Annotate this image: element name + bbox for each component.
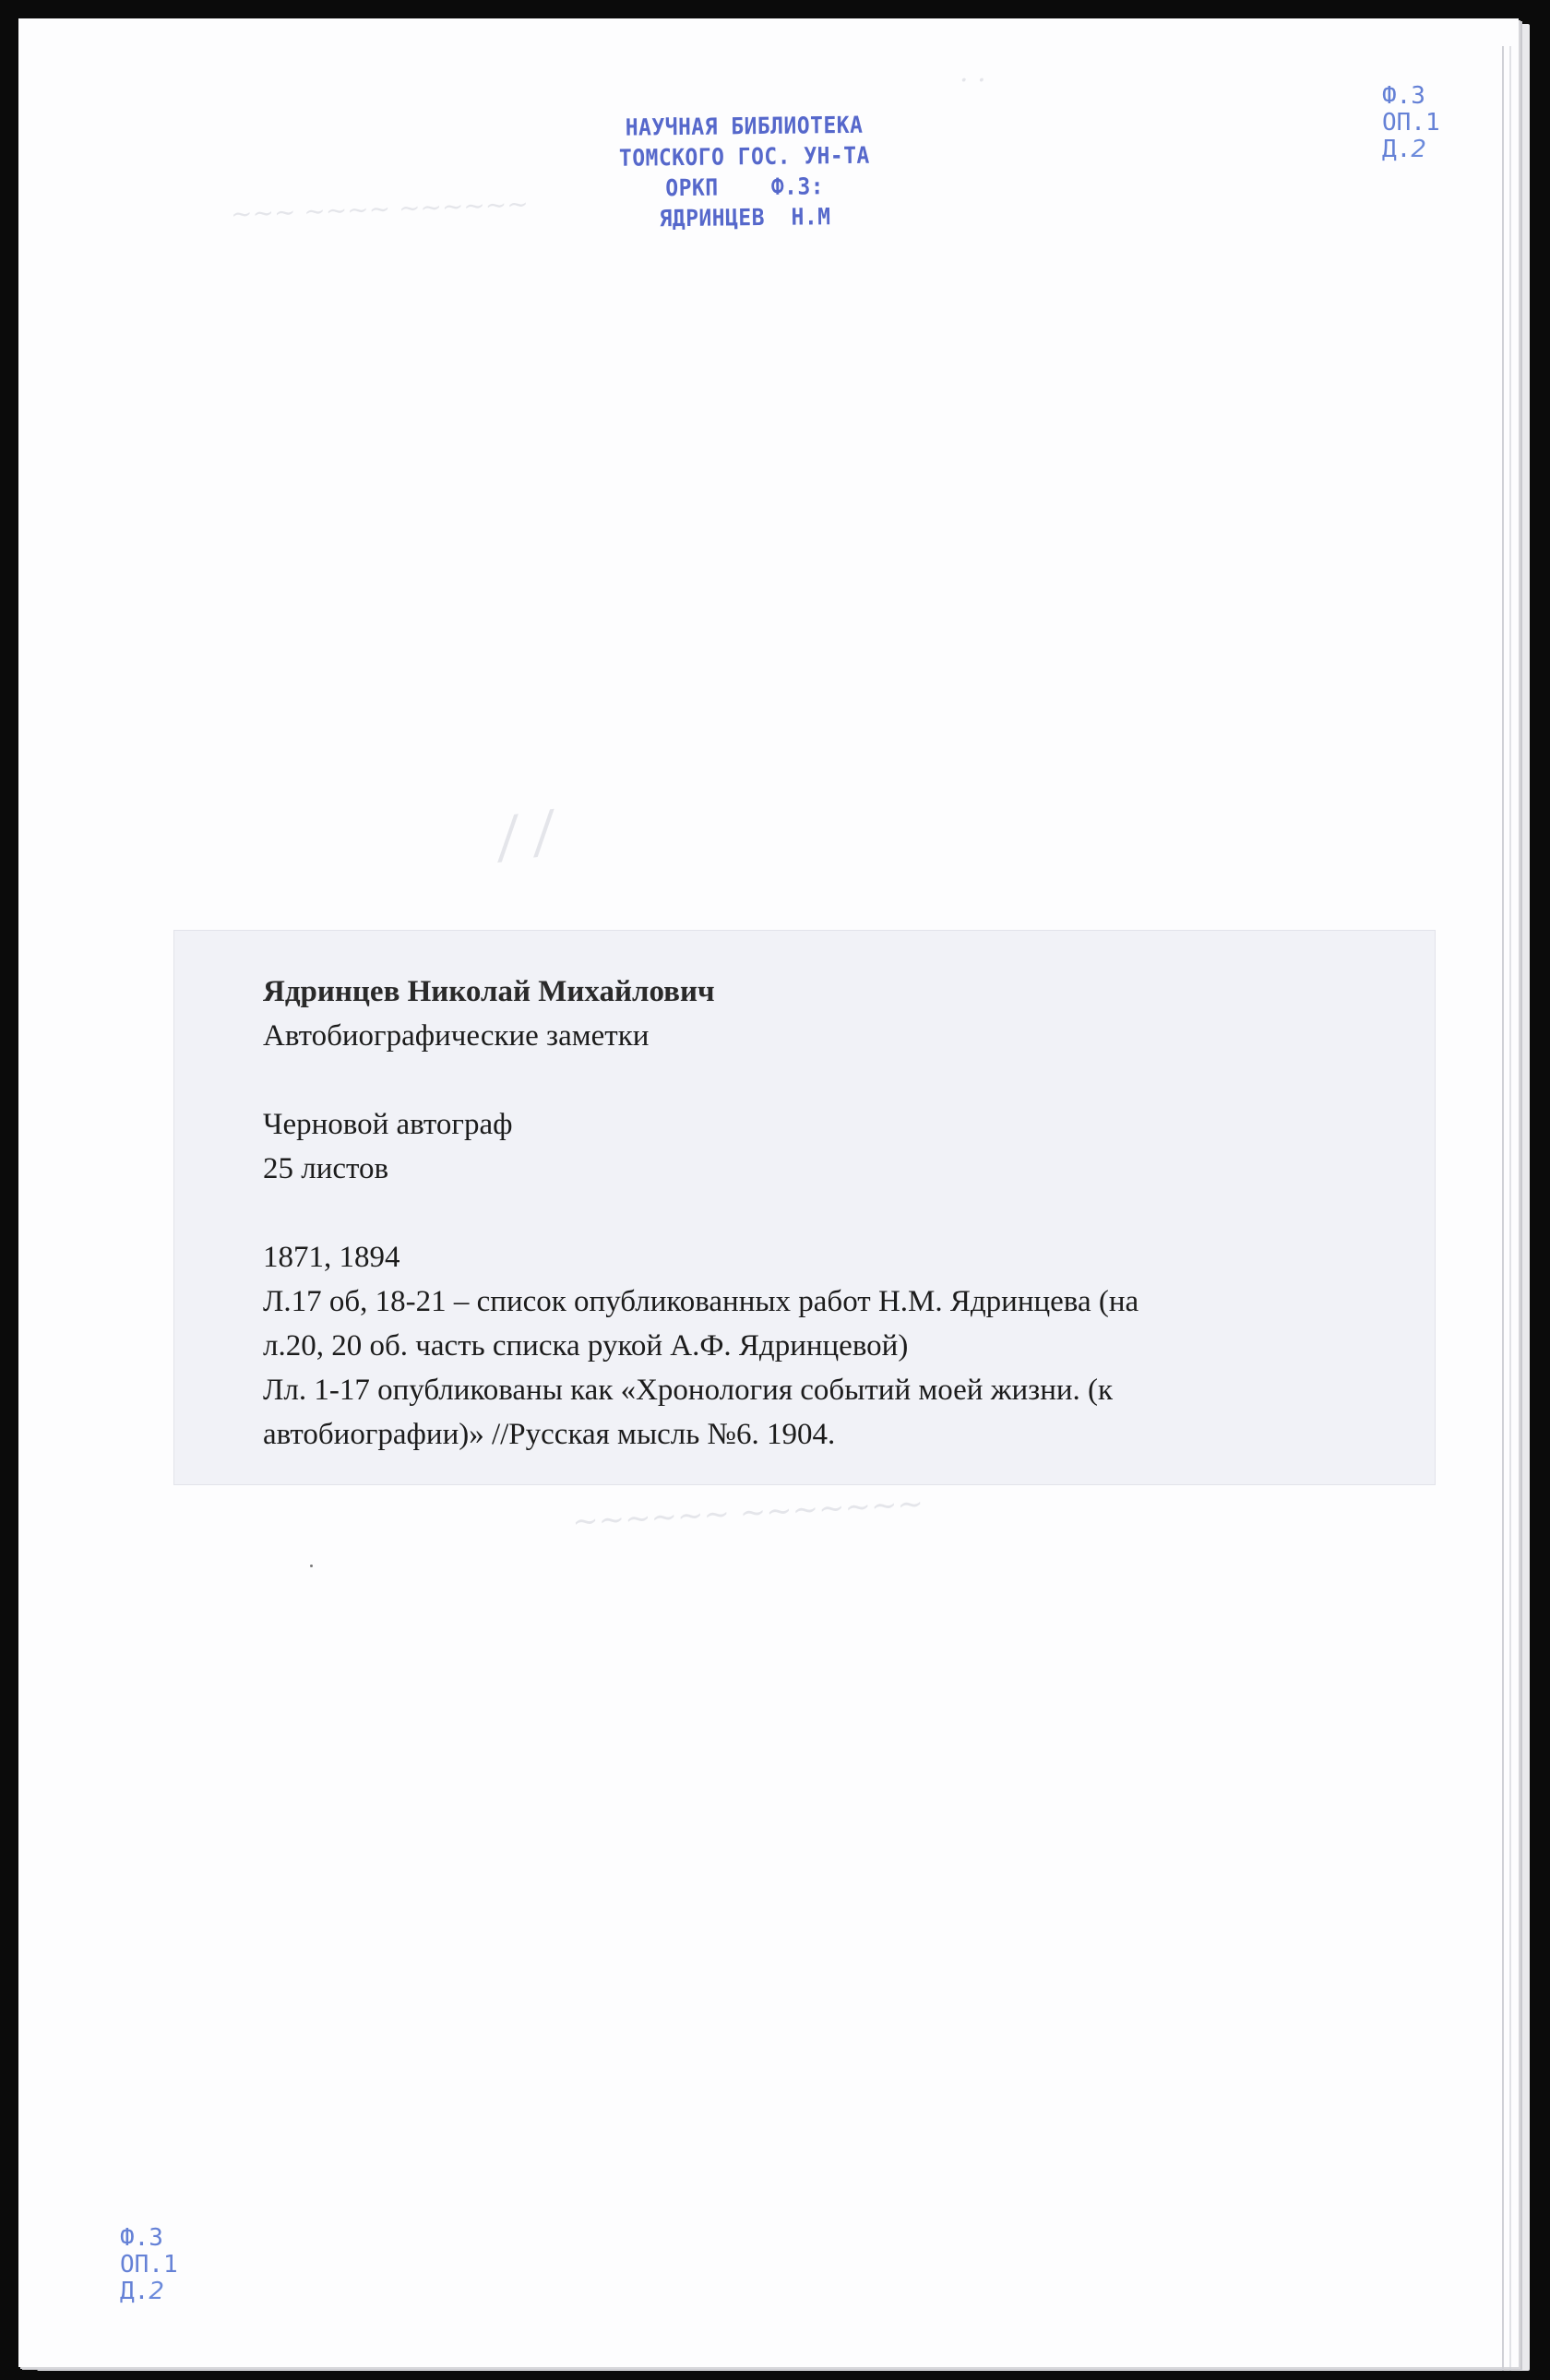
- delo-number: [1382, 137, 1440, 163]
- note-line: Лл. 1-17 опубликованы как «Хронология событий моей жизни. (к: [263, 1374, 1114, 1407]
- faint-show-through: / /: [494, 799, 558, 871]
- delo-handwritten-number: 2: [149, 2278, 164, 2305]
- opis-number: ОП.1: [1382, 109, 1440, 137]
- note-line: л.20, 20 об. часть списка рукой А.Ф. Ядринцевой): [263, 1329, 909, 1363]
- stamp-line: ЯДРИНЦЕВ Н.М: [659, 203, 831, 232]
- description-label: [173, 930, 1436, 1485]
- description-text: [263, 970, 1370, 1457]
- stamp-line: ТОМСКОГО ГОС. УН-ТА: [618, 141, 870, 172]
- faint-show-through: ~~~~~~ ~~~~~~~: [571, 1485, 924, 1541]
- sheet-count: 25 листов: [263, 1152, 389, 1185]
- stamp-line: НАУЧНАЯ БИБЛИОТЕКА: [625, 111, 864, 141]
- delo-prefix: Д.: [120, 2278, 149, 2305]
- delo-handwritten-number: 2: [1411, 136, 1426, 163]
- sheet-edge-line: [1509, 46, 1511, 2371]
- delo-prefix: Д.: [1382, 136, 1412, 163]
- paper-speck: [310, 1565, 313, 1567]
- sheet-edge-line: [1502, 46, 1504, 2371]
- delo-number: [120, 2279, 178, 2305]
- fond-stamp-bottom: [120, 2225, 178, 2305]
- note-line: автобиографии)» //Русская мысль №6. 1904.: [263, 1418, 836, 1451]
- fond-stamp-top: [1382, 83, 1440, 163]
- fond-number: Ф.3: [120, 2224, 163, 2252]
- opis-number: ОП.1: [120, 2251, 178, 2279]
- document-dates: 1871, 1894: [263, 1241, 400, 1274]
- author-name: Ядринцев Николай Михайлович: [263, 975, 715, 1008]
- note-line: Л.17 об, 18-21 – список опубликованных работ Н.М. Ядринцева (на: [263, 1285, 1139, 1318]
- stamp-line: ОРКП Ф.3:: [665, 173, 825, 202]
- spacer: [263, 1191, 1370, 1235]
- document-type: Черновой автограф: [263, 1108, 513, 1141]
- fond-number: Ф.3: [1382, 82, 1425, 110]
- library-stamp: [600, 109, 889, 234]
- spacer: [263, 1058, 1370, 1102]
- document-title: Автобиографические заметки: [263, 1019, 650, 1053]
- faint-show-through: ~~~ ~~~~ ~~~~~~: [230, 188, 530, 230]
- archive-sheet: [18, 18, 1519, 2367]
- faint-show-through: · ·: [960, 65, 986, 97]
